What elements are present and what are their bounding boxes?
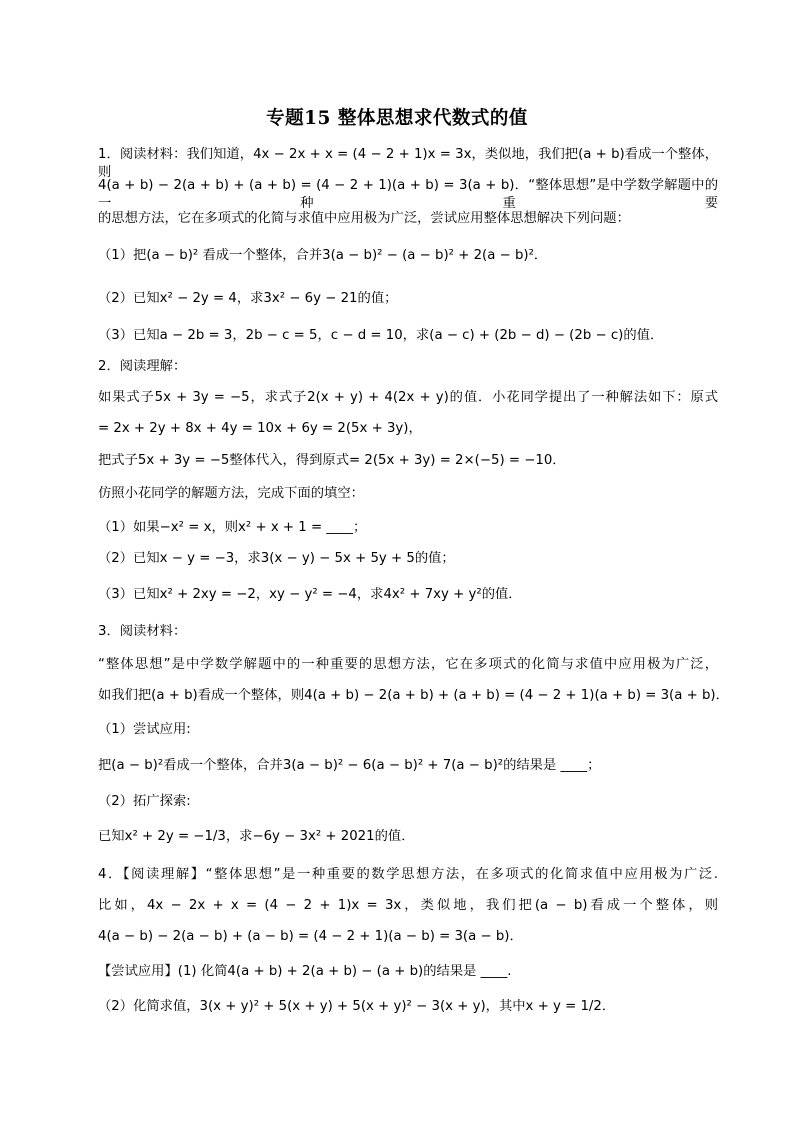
text-line: （2）已知x − y = −3，求3(x − y) − 5x + 5y + 5的值； bbox=[98, 551, 455, 566]
text-line: （1）如果−x² = x，则x² + x + 1 = ____； bbox=[98, 520, 367, 535]
text-line: 的思想方法，它在多项式的化简与求值中应用极为广泛，尝试应用整体思想解决下列问题： bbox=[98, 211, 630, 226]
text-line: = 2x + 2y + 8x + 4y = 10x + 6y = 2(5x + 3y)， bbox=[98, 421, 422, 436]
text-line: 把(a − b)²看成一个整体，合并3(a − b)² − 6(a − b)² + 7(a − b)²的结果是 ____； bbox=[98, 758, 601, 773]
text-line: 如果式子5x + 3y = −5，求式子2(x + y) + 4(2x + y)的值．小花同学提出了一种解法如下：原式 bbox=[98, 390, 718, 405]
text-line: 已知x² + 2y = −1/3，求−6y − 3x² + 2021的值． bbox=[98, 829, 415, 844]
text-line: “整体思想”是中学数学解题中的一种重要的思想方法，它在多项式的化简与求值中应用极为广泛， bbox=[98, 657, 718, 672]
text-line: 如我们把(a + b)看成一个整体，则4(a + b) − 2(a + b) + (a + b) = (4 − 2 + 1)(a + b) = 3(a + b)． bbox=[98, 688, 729, 703]
text-line: 比如，4x − 2x + x = (4 − 2 + 1)x = 3x，类似地，我们把(a − b)看成一个整体，则 bbox=[98, 898, 718, 913]
text-line: 【尝试应用】(1) 化简4(a + b) + 2(a + b) − (a + b)的结果是 ____. bbox=[98, 964, 512, 979]
text-line: 4．【阅读理解】“整体思想”是一种重要的数学思想方法，在多项式的化简求值中应用极为广泛. bbox=[98, 867, 718, 882]
text-line: （2）已知x² − 2y = 4，求3x² − 6y − 21的值； bbox=[98, 291, 398, 306]
text-line: 1．阅读材料：我们知道，4x − 2x + x = (4 − 2 + 1)x = 3x，类似地，我们把(a + b)看成一个整体，则 bbox=[98, 147, 718, 180]
text-line: 仿照小花同学的解题方法，完成下面的填空： bbox=[98, 486, 364, 501]
text-line: （2）化简求值，3(x + y)² + 5(x + y) + 5(x + y)² − 3(x + y)，其中x + y = 1/2． bbox=[98, 999, 616, 1014]
text-line: （1）尝试应用: bbox=[98, 722, 191, 737]
text-line: 把式子5x + 3y = −5整体代入，得到原式= 2(5x + 3y) = 2×(−5) = −10． bbox=[98, 453, 566, 468]
text-line: 2．阅读理解： bbox=[98, 359, 187, 374]
text-line: （3）已知x² + 2xy = −2，xy − y² = −4，求4x² + 7xy + y²的值． bbox=[98, 587, 522, 602]
text-line: （1）把(a − b)² 看成一个整体，合并3(a − b)² − (a − b)² + 2(a − b)²． bbox=[98, 248, 548, 263]
text-line: （2）拓广探索: bbox=[98, 794, 191, 809]
page-title: 专题15 整体思想求代数式的值 bbox=[266, 108, 528, 129]
text-line: （3）已知a − 2b = 3，2b − c = 5，c − d = 10，求(a − c) + (2b − d) − (2b − c)的值． bbox=[98, 328, 664, 343]
text-line: 4(a + b) − 2(a + b) + (a + b) = (4 − 2 + 1)(a + b) = 3(a + b)．“整体思想”是中学数学解题中的一种重要 bbox=[98, 178, 718, 211]
text-line: 4(a − b) − 2(a − b) + (a − b) = (4 − 2 + 1)(a − b) = 3(a − b)． bbox=[98, 929, 523, 944]
text-line: 3．阅读材料： bbox=[98, 624, 187, 639]
